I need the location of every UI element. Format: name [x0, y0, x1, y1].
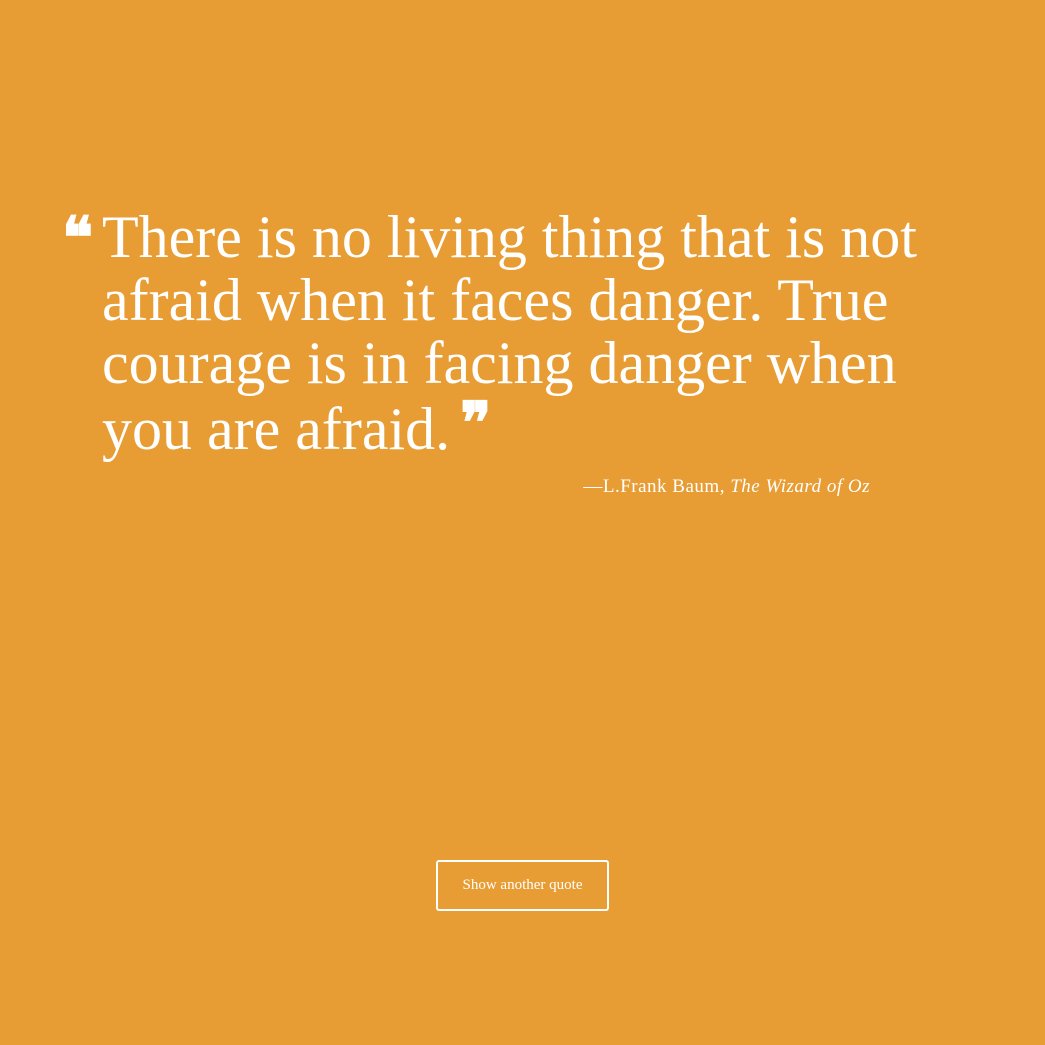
close-quote-icon: ❞	[460, 391, 492, 456]
quote-body: There is no living thing that is not afraid when it faces danger. True courage is in facing danger when you are afraid.	[102, 204, 917, 462]
quote-block	[60, 206, 960, 461]
show-another-quote-button[interactable]: Show another quote	[436, 860, 609, 911]
quote-text	[102, 206, 952, 461]
quote-attribution	[583, 476, 870, 498]
quote-author: —L.Frank Baum,	[583, 476, 731, 497]
open-quote-icon: ❝	[62, 206, 94, 271]
quote-book-title: The Wizard of Oz	[730, 476, 870, 497]
